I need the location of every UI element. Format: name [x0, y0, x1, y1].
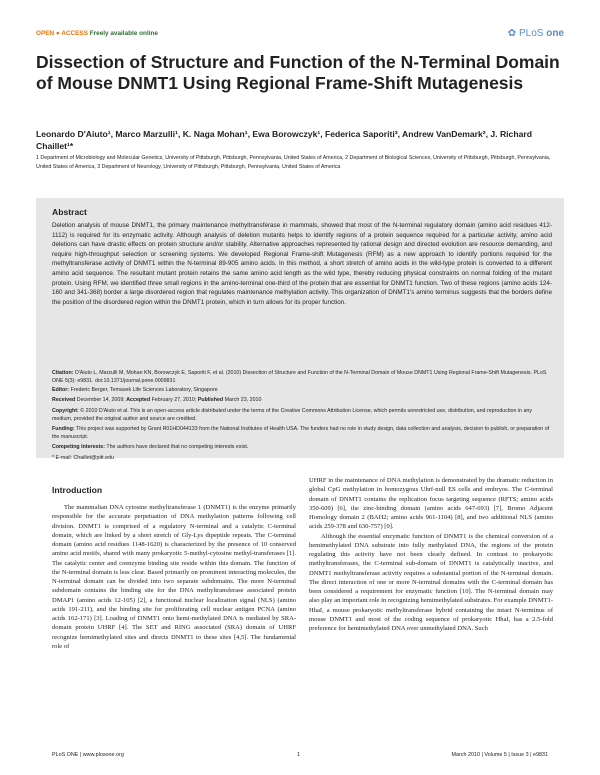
affiliations: 1 Department of Microbiology and Molecular Genetics, University of Pittsburgh, Pittsburgh, Pennsylvania, United States of America, 2 Department of Biological Sciences, University of Pittsburgh, Pittsburgh, Pennsylvania, United States of America, 3 Department of Neurology, University of Pittsburgh, Pittsburgh, Pennsylvania, United States of America: [36, 155, 551, 170]
footer-journal: PLoS ONE | www.plosone.org: [52, 752, 124, 758]
paragraph: Although the essential enzymatic function of DNMT1 is the chemical conversion of a hemimethylated DNA substrate into fully methylated DNA, the regions of the protein regulating this activity have not been clearly defined. In contrast to prokaryotic methyltransferases, the C-terminal sub-domain of DNMT1 is catalytically inactive, and DNMT1 methyltransferase activity requires a substantial portion of the N-terminal domain. The direct interaction of one or more N-terminal domains with the C-terminal domain has been considered a requirement for enzymatic function [10]. The N-terminal domain may also play an important role in recognizing hemimethylated substrates. For example DNMT1-HhaI, a mouse prokaryotic methyltransferase hybrid containing the intact N-terminus of mouse DNMT1 and most of the coding sequence of prokaryotic HhaI, has a 2.5-fold preference for hemimethylated DNA over unmethylated DNA. Such: [309, 532, 553, 632]
body-column-right: [309, 476, 553, 633]
open-label: OPEN: [36, 30, 55, 37]
logo-plos-text: PLoS: [518, 28, 544, 39]
abstract-heading: Abstract: [52, 207, 87, 217]
article-title: Dissection of Structure and Function of the N-Terminal Domain of Mouse DNMT1 Using Regional Frame-Shift Mutagenesis: [36, 52, 560, 93]
citation-text: D'Aiuto L, Marzulli M, Mohan KN, Borowczyk E, Saporiti F, et al. (2010) Dissection of Structure and Function of the N-Terminal Domain of Mouse DNMT1 Using Regional Frame-Shift Mutagenesis. PLoS ONE 5(3): e9831. doi:10.1371/journal.pone.0009831: [52, 370, 547, 384]
dates: [52, 396, 552, 404]
accepted-label: Accepted: [126, 397, 151, 403]
paragraph: The mammalian DNA cytosine methyltransferase 1 (DNMT1) is the enzyme primarily responsible for the accurate perpetuation of DNA methylation patterns following cell division. DNMT1 is comprised of a regulatory N-terminal and a catalytic C-terminal domain, which are linked by a short stretch of Gly-Lys dipeptide repeats. The C-terminal domain (amino acid residues 1148-1620) is characterized by the presence of 10 conserved amino acid motifs, shared with many prokaryotic 5-methyl-cytosine methyl-transferases [1]. The catalytic center and coenzyme binding site reside within this domain. The function of the N-terminal domain is less clear. Based primarily on prominent interacting molecules, the N-terminal domain can be divided into two separate subdomains. The more N-terminal subdomain contains the binding site for the DNA methyltransferase associated protein DMAP1 (amino acids 12-105) [2], a functional nuclear localization signal (NLS) (amino acids 191-211), and the binding site for proliferating cell nuclear antigen PCNA (amino acids 162-171) [3]. Loading of DNMT1 onto hemi-methylated DNA is mediated by SRA-domain protein UHRF [4]. The SET and RING associated (SRA) domain of UHRF recognize hemimethylated sites and directs DNMT1 to these sites [4,5]. The fundamental role of: [52, 504, 296, 650]
competing-interests: [52, 443, 552, 451]
plos-one-logo: [508, 28, 564, 39]
page-footer: [52, 752, 548, 762]
copyright: [52, 407, 552, 423]
open-access-badge: [36, 30, 158, 37]
published-date: March 23, 2010: [224, 397, 262, 403]
funding-label: Funding:: [52, 426, 75, 432]
access-label: ACCESS: [61, 30, 88, 37]
page-number: 1: [297, 752, 300, 758]
editor: [52, 386, 552, 394]
editor-text: Frederic Berger, Temasek Life Sciences Laboratory, Singapore: [70, 387, 218, 393]
logo-one-text: one: [546, 28, 564, 39]
body-column-left: [52, 503, 296, 651]
introduction-heading: Introduction: [52, 485, 103, 495]
corresponding-email[interactable]: * E-mail: Chaillet@pitt.edu: [52, 455, 114, 461]
journal-header: [36, 28, 564, 44]
funding: [52, 425, 552, 441]
published-label: Published: [197, 397, 224, 403]
footer-issue: March 2010 | Volume 5 | Issue 3 | e9831: [451, 752, 548, 758]
freely-available-label: Freely available online: [89, 30, 158, 37]
copyright-text: © 2010 D'Aiuto et al. This is an open-access article distributed under the terms of the Creative Commons Attribution License, which permits unrestricted use, distribution, and reproduction in any medium, provided the original author and source are credited.: [52, 408, 533, 422]
competing-label: Competing Interests:: [52, 444, 105, 450]
paragraph: UHRF in the maintenance of DNA methylation is demonstrated by the dramatic reduction in global CpG methylation in homozygous Uhrf-null ES cells and embryos. The C-terminal domain of DNMT1 contains the replication focus targeting sequence (RFTS; amino acids 350-609) [6], the zinc-binding domain (amino acids 647-693) [7], Bromo Adjacent Homology domain 2 (BAH2; amino acids 961-1104) [8], and two additional NLS (amino acids 259-378 and 630-757) [9].: [309, 477, 553, 531]
citation-label: Citation:: [52, 370, 74, 376]
plos-logo-mark: ✿: [507, 28, 517, 39]
accepted-date: February 27, 2010;: [151, 397, 197, 403]
footer-journal-name: PLoS ONE: [52, 752, 79, 758]
competing-text: The authors have declared that no competing interests exist.: [106, 444, 249, 450]
funding-text: This project was supported by Grant R01HD044133 from the National Institutes of Health USA. The funders had no role in study design, data collection and analysis, decision to publish, or preparation of the manuscript.: [52, 426, 550, 440]
author-list: Leonardo D'Aiuto¹, Marco Marzulli¹, K. Naga Mohan¹, Ewa Borowczyk¹, Federica Saporiti³, Andrew VanDemark², J. Richard Chaillet¹*: [36, 129, 532, 151]
editor-label: Editor:: [52, 387, 70, 393]
received-label: Received: [52, 397, 76, 403]
abstract-text: Deletion analysis of mouse DNMT1, the primary maintenance methyltransferase in mammals, showed that most of the N-terminal regulatory domain (amino acid residues 412-1112) is required for its enzymatic activity. Although analysis of deletion mutants helps to identify regions of a protein sequence required for a particular activity, amino acid deletions can have drastic effects on protein structure and/or stability. Alternative approaches represented by rational design and directed evolution are resource demanding, and require high-throughput selection or screening systems. We developed Regional Frame-shift Mutagenesis (RFM) as a new approach to identify portions required for the methyltransferase activity of DNMT1 within the N-terminal 89-905 amino acids. In this method, a short stretch of amino acids in the wild-type protein is converted to a different amino acid sequence. The resultant mutant protein retains the same amino acid length as the wild type, thereby reducing physical constraints on normal folding of the mutant protein. Using RFM, we identified three small regions in the amino-terminal one-third of the protein that are essential for DNMT1 function. Two of these regions (amino acids 124-160 and 341-368) border a large disordered region that regulates maintenance methylation activity. This organization of DNMT1's amino terminus suggests that the borders define the position of the disordered region within the DNMT1 protein, which in turn allows for its proper function.: [52, 222, 552, 306]
footer-site-link[interactable]: www.plosone.org: [82, 752, 124, 758]
received-date: December 14, 2009;: [76, 397, 125, 403]
citation: [52, 369, 552, 385]
copyright-label: Copyright:: [52, 408, 79, 414]
lock-icon: ●: [55, 30, 60, 37]
